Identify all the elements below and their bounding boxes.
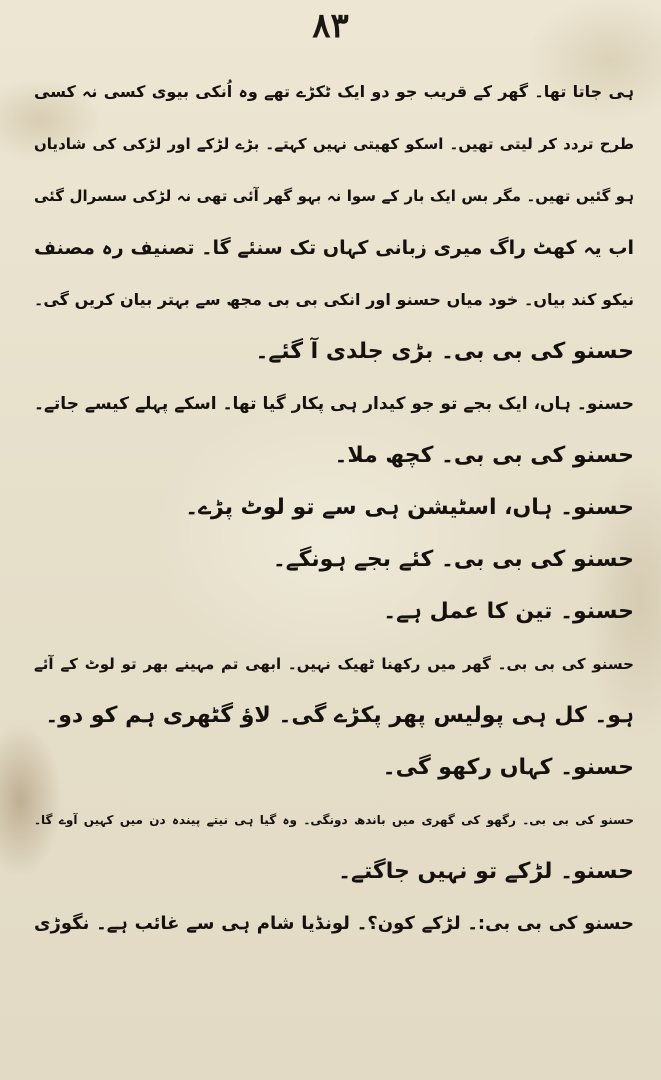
text-line: ہو گئیں تھیں۔ مگر بس ایک بار کے سوا نہ بہو گھر آئی تھی نہ لڑکی سسرال گئی (34, 187, 634, 205)
text-line: حسنو کی بی بی۔ گھر میں رکھنا ٹھیک نہیں۔ ابھی تم مہینے بھر تو لوٹ کے آئے (34, 655, 634, 673)
text-line: حسنو۔ ہاں، ایک بجے تو جو کیدار ہی پکار گیا تھا۔ اسکے پہلے کیسے جاتے۔ (34, 394, 634, 414)
page-number: ۸۳ (312, 6, 349, 46)
text-line: حسنو کی بی بی۔ بڑی جلدی آ گئے۔ (255, 339, 634, 364)
text-line: حسنو کی بی بی:۔ لڑکے کون؟۔ لونڈیا شام ہی سے غائب ہے۔ نگوڑی (34, 913, 634, 934)
text-line: نیکو کند بیاں۔ خود میاں حسنو اور انکی بی بی مجھ سے بہتر بیان کریں گی۔ (34, 290, 634, 309)
text-line: حسنو۔ لڑکے تو نہیں جاگتے۔ (338, 859, 634, 884)
text-line: حسنو۔ ہاں، اسٹیشن ہی سے تو لوٹ پڑے۔ (185, 495, 634, 520)
text-line: طرح تردد کر لیتی تھیں۔ اسکو کھیتی نہیں کہتے۔ بڑے لڑکے اور لڑکی کی شادیاں (34, 135, 634, 153)
text-line: ہو۔ کل ہی پولیس پھر پکڑے گی۔ لاؤ گٹھری ہم کو دو۔ (45, 703, 634, 728)
text-line: حسنو کی بی بی۔ رگھو کی گھری میں باندھ دونگی۔ وہ گیا ہی نیتے پیندہ دن میں کہیں آوے گا۔ (34, 813, 634, 827)
text-line: حسنو۔ تین کا عمل ہے۔ (383, 599, 634, 624)
text-line: حسنو کی بی بی۔ کئے بجے ہونگے۔ (272, 547, 634, 572)
text-line: حسنو۔ کہاں رکھو گی۔ (382, 755, 634, 780)
text-line: حسنو کی بی بی۔ کچھ ملا۔ (334, 443, 634, 468)
text-line: ہی جاتا تھا۔ گھر کے قریب جو دو ایک ٹکڑے تھے وہ اُنکی بیوی کسی نہ کسی (34, 82, 634, 101)
text-line: اب یہ کھٹ راگ میری زبانی کہاں تک سنئے گا۔ تصنیف رہ مصنف (34, 237, 634, 259)
body-text (34, 66, 634, 950)
